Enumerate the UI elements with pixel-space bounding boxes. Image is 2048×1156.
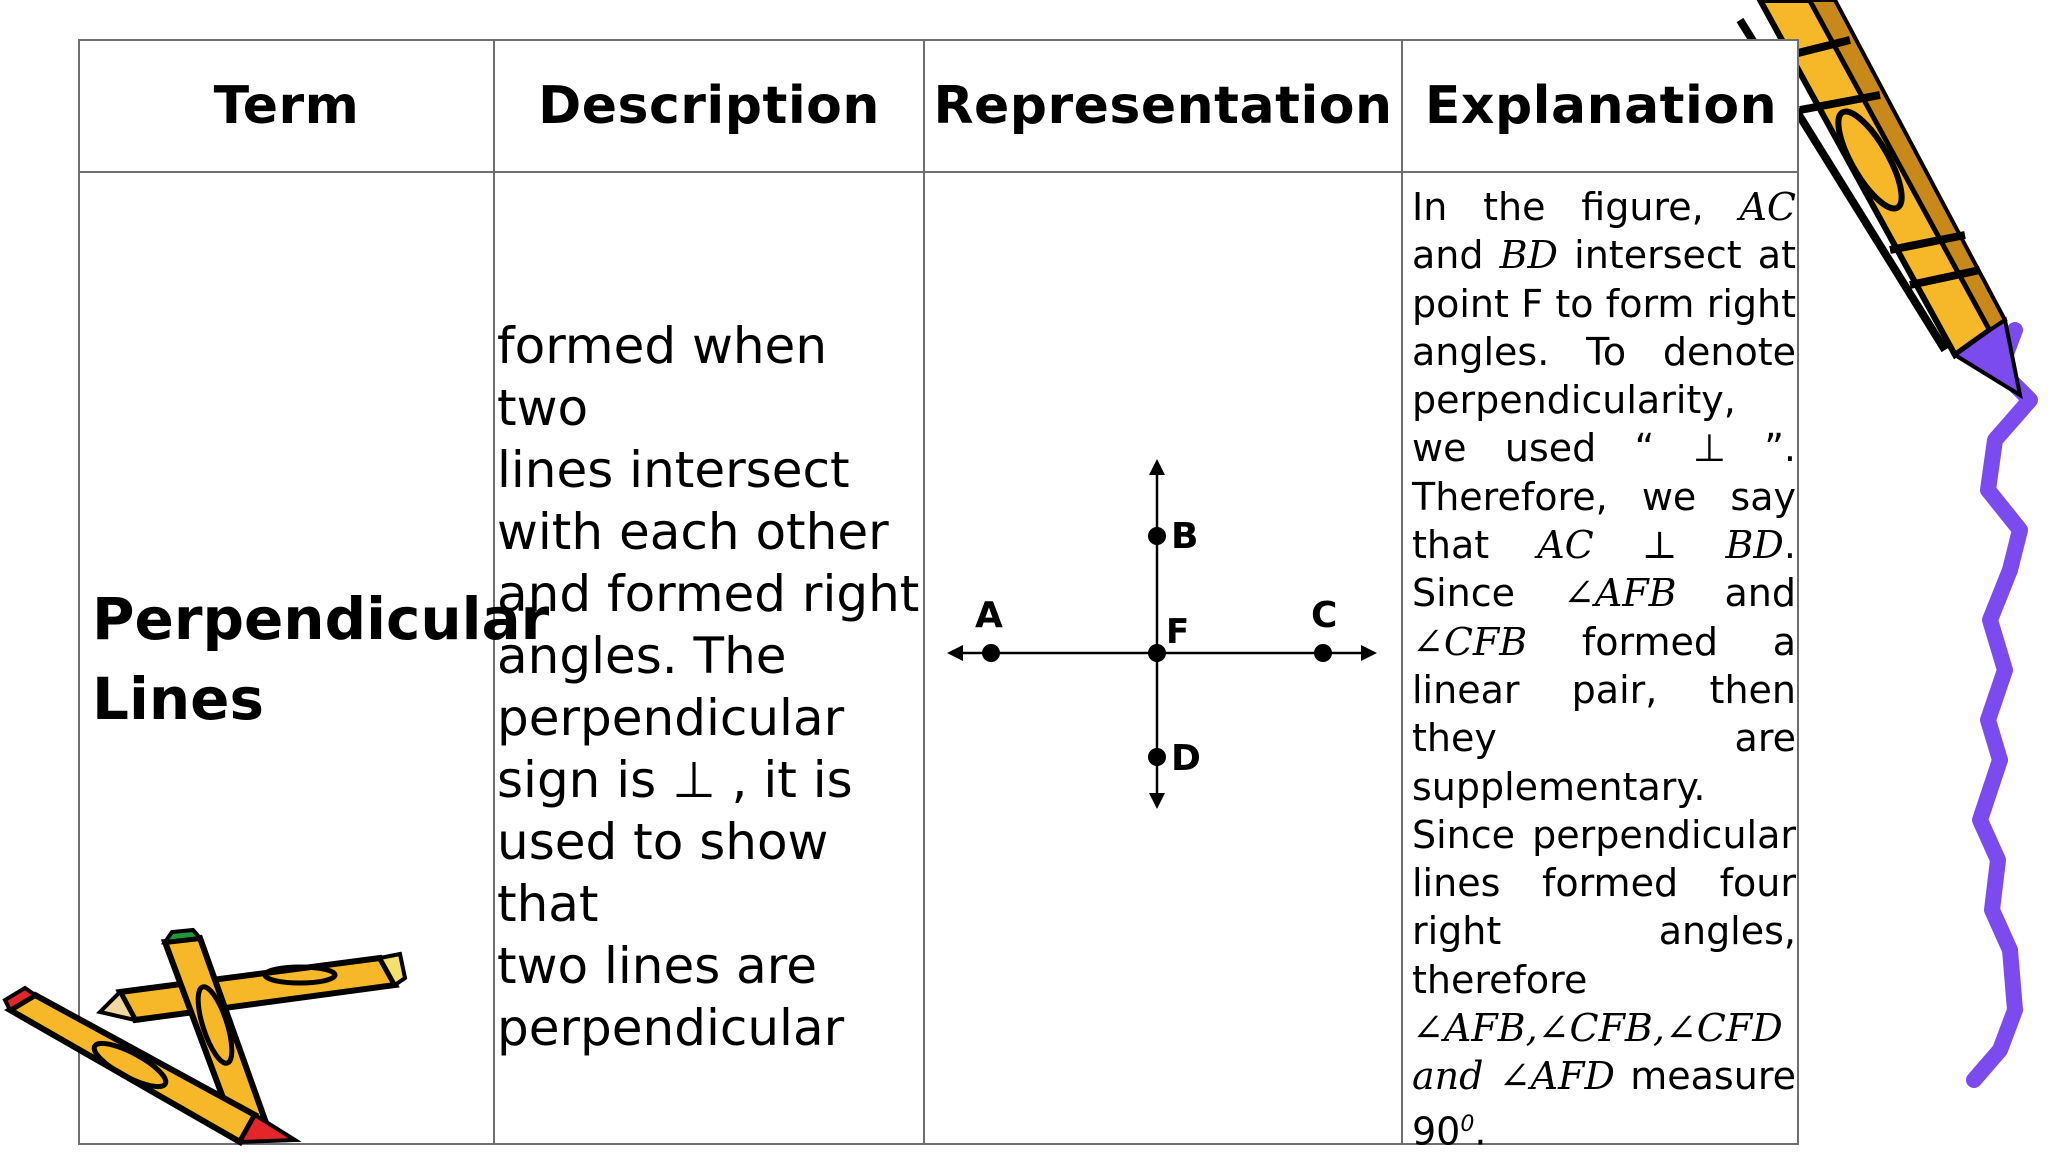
header-description-label: Description — [538, 76, 880, 136]
arrow-left-icon — [947, 645, 963, 661]
header-term-label: Term — [213, 76, 360, 136]
point-c — [1314, 644, 1332, 662]
label-f: F — [1166, 612, 1190, 652]
description-cell — [495, 173, 923, 1145]
point-a — [982, 644, 1000, 662]
explanation-part-2: and — [1412, 233, 1484, 278]
angle-afd: ∠AFD — [1498, 1054, 1615, 1099]
term-line-1: Perpendicular — [92, 585, 550, 653]
purple-ribbon-decoration — [1940, 330, 2048, 1090]
header-explanation-label: Explanation — [1424, 76, 1778, 136]
angle-cfb: ∠CFB — [1412, 619, 1528, 664]
and-math: and — [1412, 1054, 1484, 1099]
header-representation — [925, 41, 1401, 171]
header-representation-label: Representation — [933, 76, 1393, 136]
arrow-right-icon — [1361, 645, 1377, 661]
pencils-bottom-left-decoration — [0, 930, 420, 1152]
perpendicular-lines-figure — [925, 173, 1401, 1145]
explanation-part-1: In the figure, — [1412, 185, 1704, 229]
point-f — [1148, 644, 1166, 662]
label-b: B — [1171, 516, 1199, 557]
term-line-2: Lines — [92, 665, 264, 733]
term-text — [92, 579, 549, 739]
explanation-part-5: formed a linear pair, then they are supplementary. Since perpendicular lines formed four right angles, therefore — [1412, 619, 1796, 1002]
arrow-up-icon — [1149, 459, 1165, 475]
explanation-part-7: . — [1474, 1109, 1487, 1154]
angles-list: ∠AFB,∠CFB,∠CFD — [1412, 1006, 1783, 1051]
description-text: formed when two lines intersect with each other and formed right angles. The perpendicular sign is ⊥ , it is used to show that two lines are perpendicular — [497, 317, 920, 1057]
segment-bd: BD — [1499, 233, 1559, 278]
label-d: D — [1171, 738, 1201, 779]
and-word: and — [1724, 571, 1796, 616]
explanation-cell — [1403, 173, 1799, 1154]
angle-afb: ∠AFB — [1562, 571, 1677, 616]
point-b — [1148, 527, 1166, 545]
arrow-down-icon — [1149, 793, 1165, 809]
explanation-part-3: intersect at point F to form right angles. To denote perpendicularity, we used “ ⊥ ”. Therefore, we say that — [1412, 233, 1796, 568]
header-description — [495, 41, 923, 171]
explanation-part-6: measure 90 — [1412, 1054, 1796, 1154]
explanation-text — [1412, 183, 1796, 1156]
degree-superscript: 0 — [1460, 1111, 1475, 1137]
representation-cell — [925, 173, 1401, 1145]
ac-perp-bd: AC ⊥ BD — [1537, 523, 1784, 568]
explanation-part-4: . Since — [1412, 523, 1796, 616]
header-term — [80, 41, 493, 171]
segment-ac: AC — [1739, 185, 1796, 229]
header-explanation — [1403, 41, 1799, 171]
point-d — [1148, 748, 1166, 766]
label-a: A — [975, 595, 1003, 636]
label-c: C — [1311, 595, 1338, 636]
